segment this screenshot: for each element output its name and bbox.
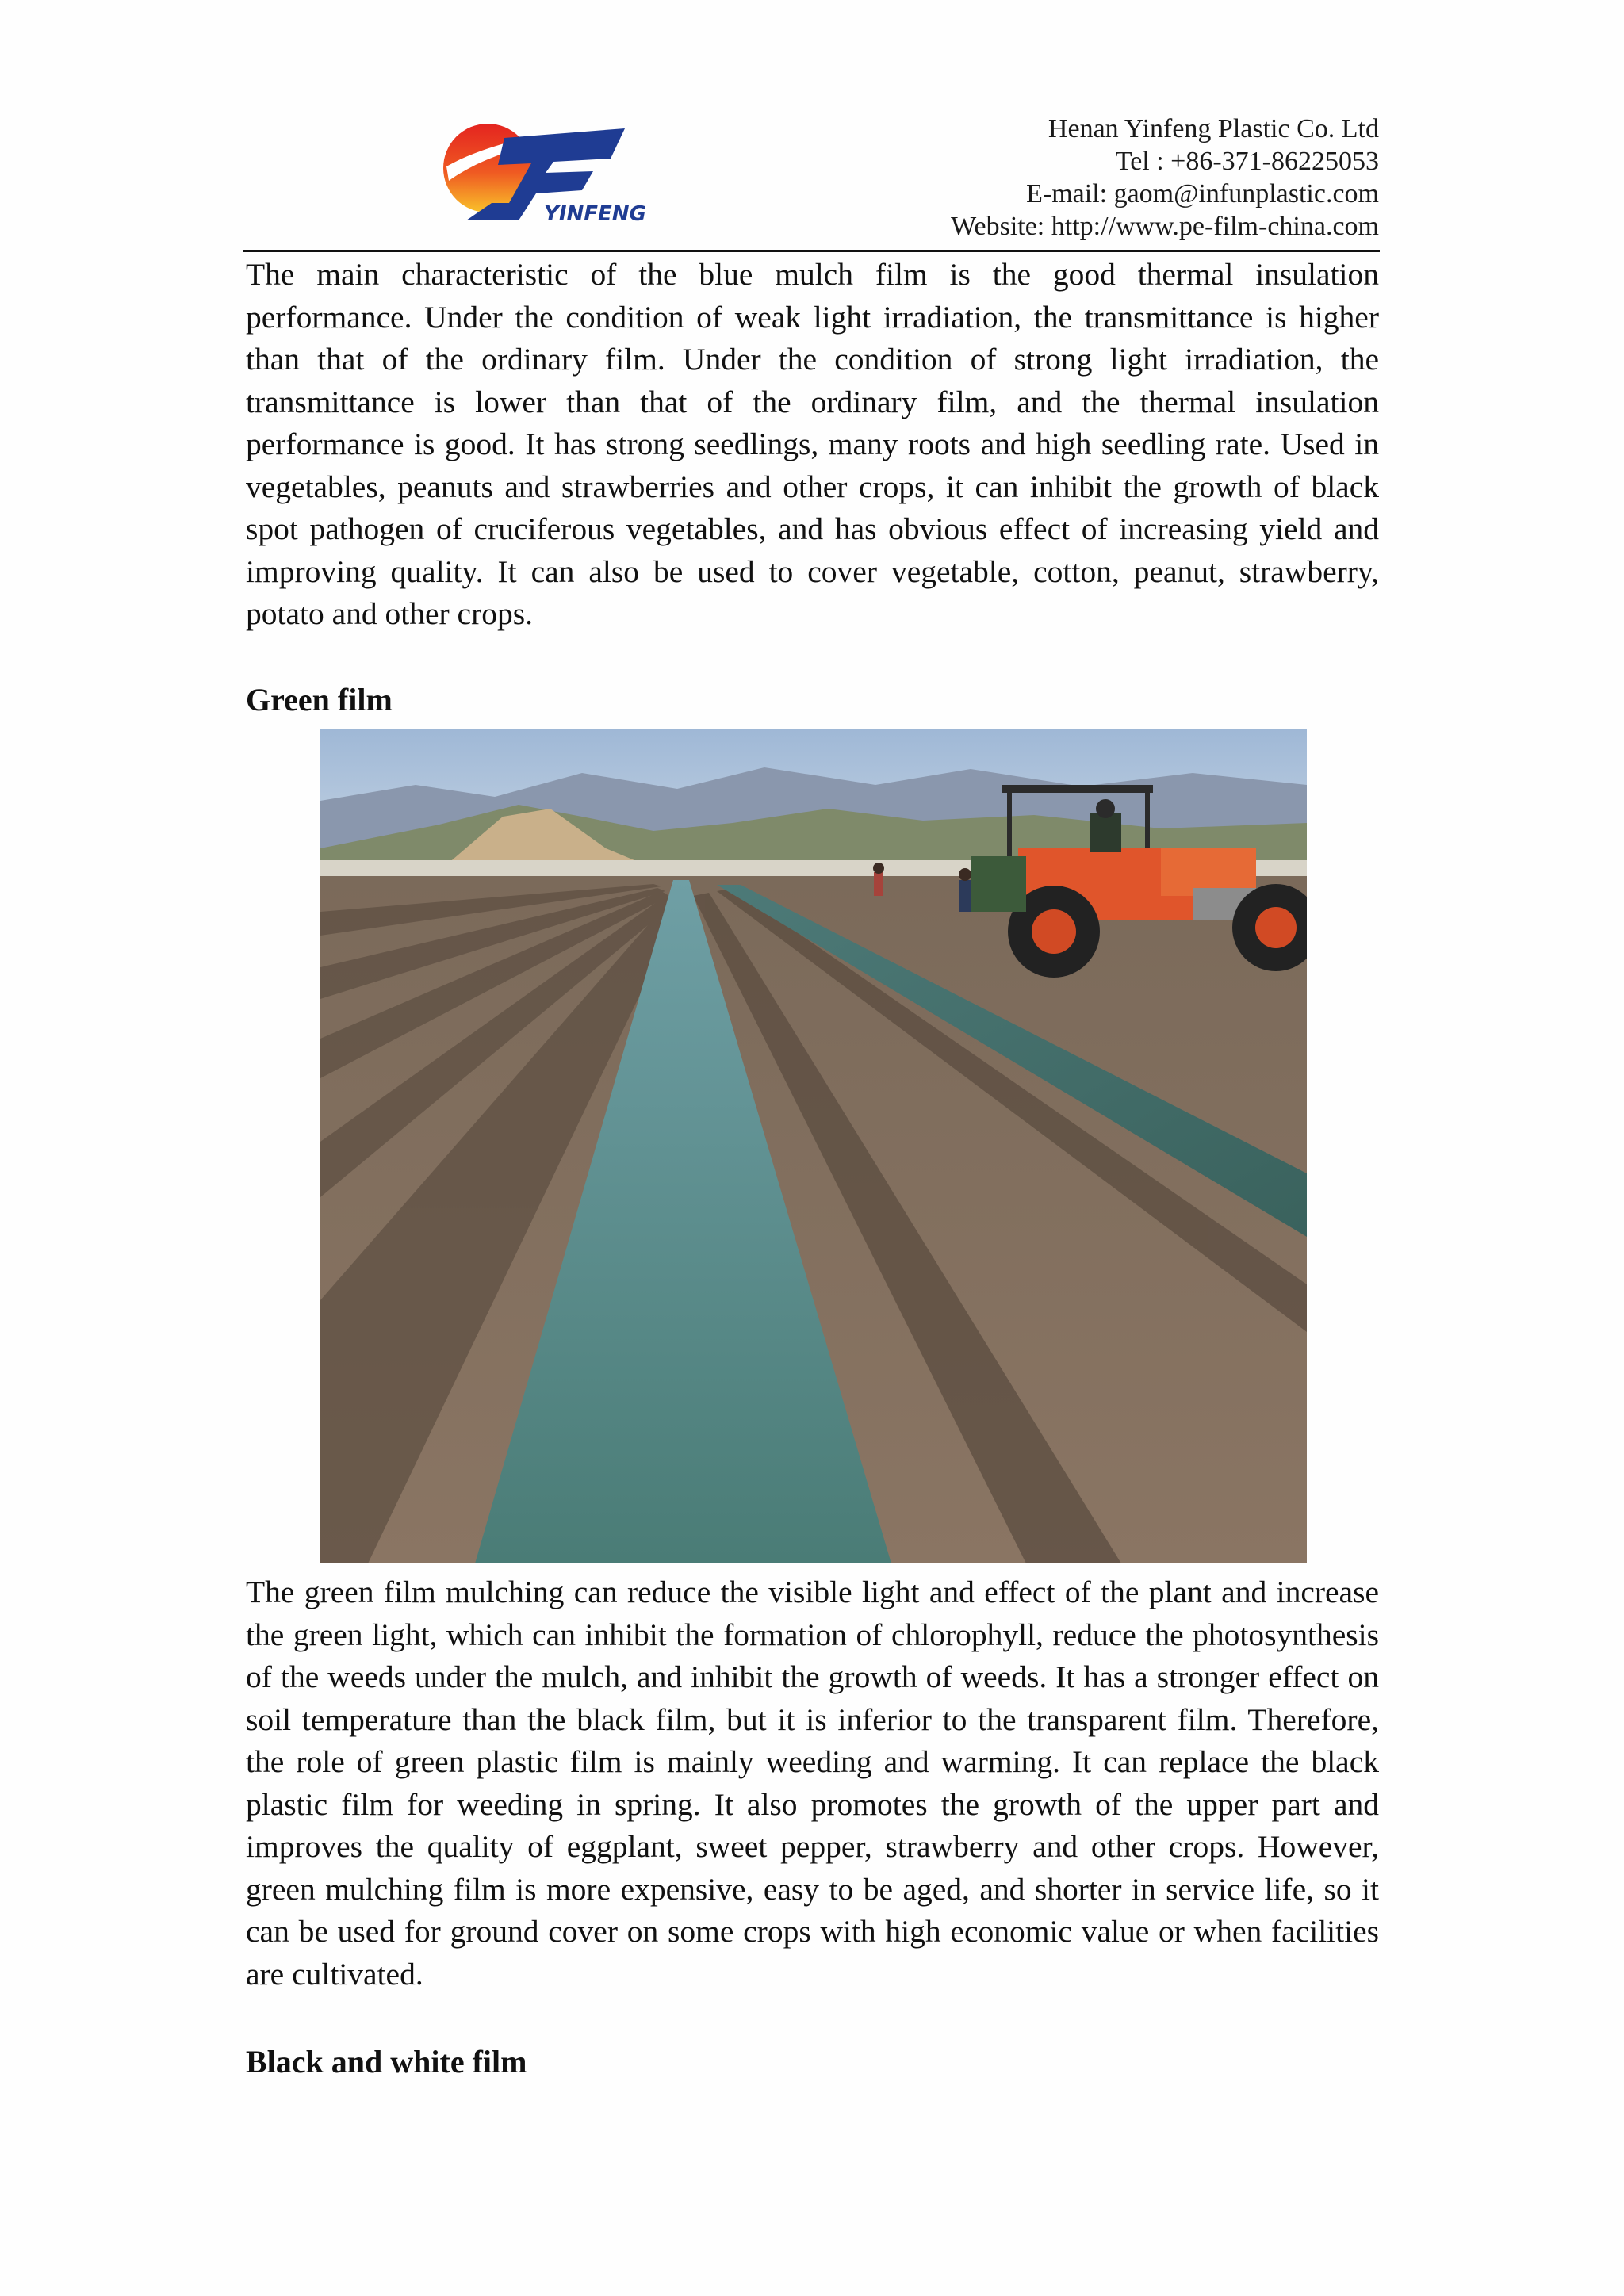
paragraph-blue-film: The main characteristic of the blue mulch film is the good thermal insulation performance. Under the condition of weak light irradiation, the transmittance is higher than that of the ordinary film. Under the condition of strong light irradiation, the transmittance is lower than that of the ordinary film, and the thermal insulation performance is good. It has strong seedlings, many roots and high seedling rate. Used in vegetables, peanuts and strawberries and other crops, it can inhibit the growth of black spot pathogen of cruciferous vegetables, and has obvious effect of increasing yield and improving quality. It can also be used to cover vegetable, cotton, peanut, strawberry, potato and other crops. — [246, 257, 1379, 631]
header-divider — [243, 250, 1380, 252]
company-tel: Tel : +86-371-86225053 — [1115, 147, 1379, 176]
company-website: Website: http://www.pe-film-china.com — [951, 212, 1379, 241]
logo-mark — [442, 119, 649, 230]
heading-green-film: Green film — [246, 682, 393, 718]
green-film-field-photo — [320, 729, 1307, 1563]
company-info — [951, 113, 1379, 243]
paragraph-green-film: The green film mulching can reduce the visible light and effect of the plant and increase the green light, which can inhibit the formation of chlorophyll, reduce the photosynthesis of the weeds under the mulch, and inhibit the growth of weeds. It has a stronger effect on soil temperature than the black film, but it is inferior to the transparent film. Therefore, the role of green plastic film is mainly weeding and warming. It can replace the black plastic film for weeding in spring. It also promotes the growth of the upper part and improves the quality of eggplant, sweet pepper, strawberry and other crops. However, green mulching film is more expensive, easy to be aged, and shorter in service life, so it can be used for ground cover on some crops with high economic value or when facilities are cultivated. — [246, 1575, 1379, 1992]
company-email: E-mail: gaom@infunplastic.com — [1026, 179, 1379, 209]
company-name: Henan Yinfeng Plastic Co. Ltd — [1048, 114, 1379, 144]
heading-black-white-film: Black and white film — [246, 2044, 527, 2080]
yinfeng-logo — [442, 119, 649, 230]
field-photo-illustration — [320, 729, 1307, 1563]
logo-wordmark: YINFENG — [544, 202, 646, 226]
